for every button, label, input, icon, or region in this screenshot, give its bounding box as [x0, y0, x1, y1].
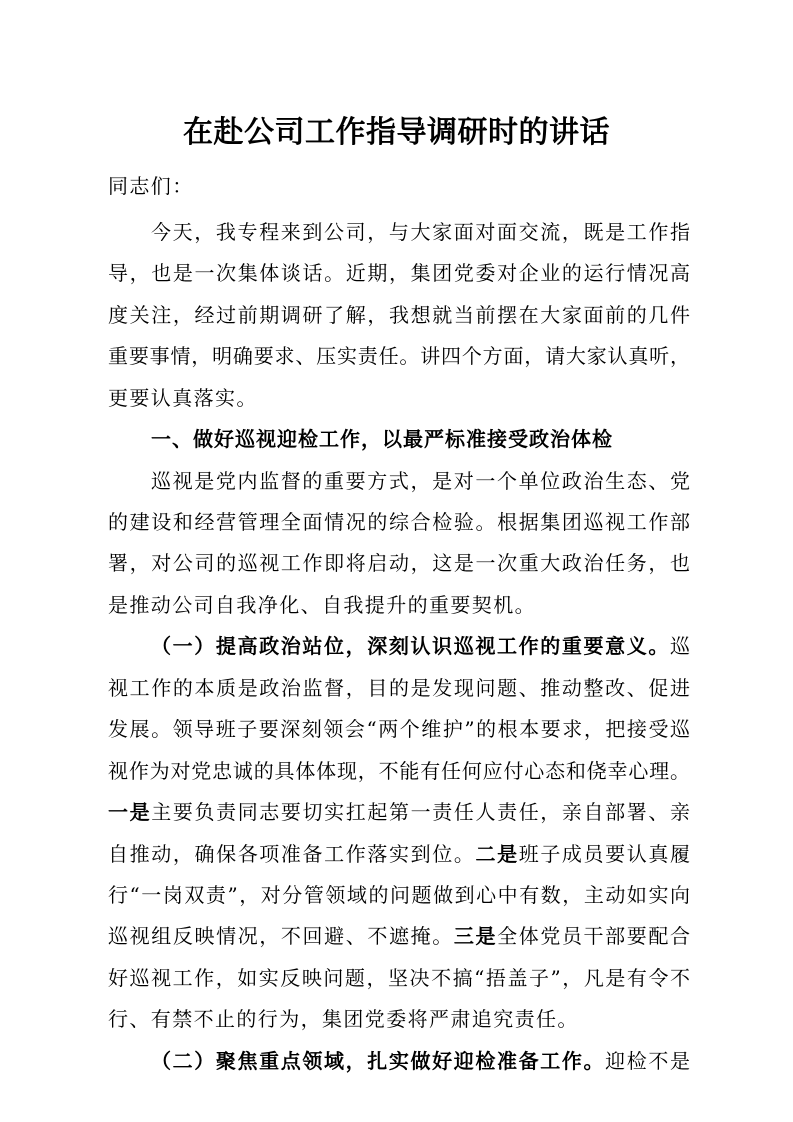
text-segment: 导，也是一次集体谈话。近期，集团党委对企业的运行情况高	[108, 261, 690, 286]
bold-text: （二）聚焦重点领域，扎实做好迎检准备工作。	[151, 1048, 606, 1073]
text-segment: 发展。领导班子要深刻领会“两个维护”的根本要求，把接受巡	[108, 717, 690, 742]
text-line	[108, 751, 690, 792]
text-segment: 主要负责同志要切实扛起第一责任人责任，亲自部署、亲	[151, 800, 691, 825]
text-line	[108, 999, 690, 1040]
text-segment: 好巡视工作，如实反映问题，坚决不搞“捂盖子”，凡是有令不	[108, 965, 690, 990]
text-line	[108, 626, 690, 667]
text-line	[108, 461, 690, 502]
text-line	[108, 543, 690, 584]
text-line	[108, 916, 690, 957]
document-body	[108, 166, 690, 1082]
text-segment: 巡视是党内监督的重要方式，是对一个单位政治生态、党	[151, 468, 690, 493]
text-line	[108, 875, 690, 916]
text-line	[108, 709, 690, 750]
text-segment: 更要认真落实。	[108, 385, 258, 410]
text-segment: 重要事情，明确要求、压实责任。讲四个方面，请大家认真听，	[108, 344, 690, 369]
text-segment: 的建设和经营管理全面情况的综合检验。根据集团巡视工作部	[108, 510, 690, 534]
bold-text: 一是	[108, 800, 152, 825]
bold-text: 一、做好巡视迎检工作，以最严标准接受政治体检	[151, 427, 613, 452]
text-segment: 巡视组反映情况，不回避、不遮掩。	[108, 924, 454, 949]
document-title: 在赴公司工作指导调研时的讲话	[183, 115, 610, 150]
text-segment: 度关注，经过前期调研了解，我想就当前摆在大家面前的几件	[108, 302, 690, 327]
section-heading	[108, 419, 690, 460]
text-line	[108, 212, 690, 253]
text-line	[108, 502, 690, 543]
text-line	[108, 585, 690, 626]
text-line	[108, 1041, 690, 1082]
text-segment: 视作为对党忠诚的具体体现，不能有任何应付心态和侥幸心理。	[108, 758, 690, 783]
text-segment: 今天，我专程来到公司，与大家面对面交流，既是工作指	[151, 219, 690, 244]
text-segment: 是推动公司自我净化、自我提升的重要契机。	[108, 592, 536, 617]
bold-text: 二是	[475, 841, 519, 866]
salutation	[108, 166, 690, 207]
text-line	[108, 958, 690, 999]
text-segment: 自推动，确保各项准备工作落实到位。	[108, 841, 476, 866]
bold-text: 三是	[453, 924, 498, 949]
text-segment: 迎检不是	[605, 1048, 690, 1073]
text-line	[108, 253, 690, 294]
text-segment: 班子成员要认真履	[518, 841, 691, 866]
text-segment: 署，对公司的巡视工作即将启动，这是一次重大政治任务，也	[108, 551, 690, 576]
text-segment: 巡	[670, 634, 690, 659]
text-line	[108, 668, 690, 709]
text-segment: 全体党员干部要配合	[497, 924, 691, 949]
text-line	[108, 792, 690, 833]
text-segment: 行、有禁不止的行为，集团党委将严肃追究责任。	[108, 1007, 579, 1032]
text-segment: 同志们：	[108, 174, 194, 198]
text-line	[108, 336, 690, 377]
text-line	[108, 295, 690, 336]
bold-text: （一）提高政治站位，深刻认识巡视工作的重要意义。	[151, 634, 670, 659]
text-segment: 视工作的本质是政治监督，目的是发现问题、推动整改、促进	[108, 675, 690, 700]
text-segment: 行“一岗双责”，对分管领域的问题做到心中有数，主动如实向	[108, 882, 690, 907]
text-line	[108, 834, 690, 875]
text-line	[108, 378, 690, 419]
